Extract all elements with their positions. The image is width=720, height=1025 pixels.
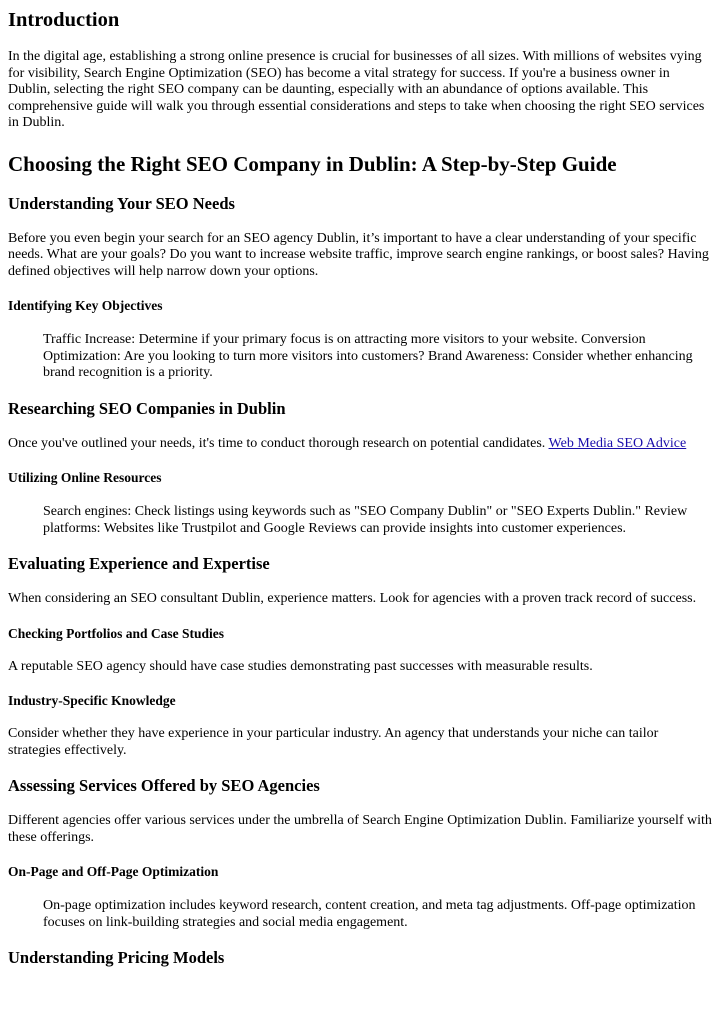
section-heading-research: Researching SEO Companies in Dublin bbox=[8, 398, 286, 418]
section-paragraph-needs: Before you even begin your search for an SEO agency Dublin, it’s important to have a clear understanding of your specific needs. What are your goals? Do you want to increase website traffic, improve search engine rankings, or boost sales? Having defined objectives will help narrow down your options. bbox=[8, 230, 709, 279]
article bbox=[0, 8, 720, 968]
intro-heading: Introduction bbox=[8, 9, 120, 31]
research-text: Once you've outlined your needs, it's time to conduct thorough research on potential candidates. bbox=[8, 435, 546, 451]
page-title: Choosing the Right SEO Company in Dublin: A Step-by-Step Guide bbox=[8, 151, 617, 176]
intro-paragraph: In the digital age, establishing a strong online presence is crucial for businesses of all sizes. With millions of websites vying for visibility, Search Engine Optimization (SEO) has become a vital strategy for success. If you're a business owner in Dublin, selecting the right SEO company can be daunting, especially with an abundance of options available. This comprehensive guide will walk you through essential considerations and steps to take when choosing the right SEO services in Dublin. bbox=[8, 49, 705, 130]
section-heading-experience: Evaluating Experience and Expertise bbox=[8, 554, 270, 573]
section-heading-services: Assessing Services Offered by SEO Agencies bbox=[8, 776, 320, 795]
subheading-online-resources: Utilizing Online Resources bbox=[8, 470, 162, 485]
web-media-seo-advice-link[interactable]: Web Media SEO Advice bbox=[548, 435, 687, 451]
subheading-portfolios: Checking Portfolios and Case Studies bbox=[8, 625, 225, 641]
paragraph-portfolios: A reputable SEO agency should have case studies demonstrating past successes with measurable results. bbox=[8, 658, 593, 674]
section-heading-needs: Understanding Your SEO Needs bbox=[8, 193, 235, 213]
section-heading-pricing: Understanding Pricing Models bbox=[8, 948, 225, 967]
section-paragraph-services: Different agencies offer various services under the umbrella of Search Engine Optimization Dublin. Familiarize yourself with these offerings. bbox=[8, 813, 712, 845]
blockquote-online-resources: Search engines: Check listings using keywords such as "SEO Company Dublin" or "SEO Experts Dublin." Review platforms: Websites like Trustpilot and Google Reviews can provide insights into customer experiences. bbox=[43, 504, 688, 536]
section-paragraph-experience: When considering an SEO consultant Dublin, experience matters. Look for agencies with a proven track record of success. bbox=[8, 591, 697, 606]
subheading-key-objectives: Identifying Key Objectives bbox=[8, 298, 163, 313]
subheading-on-off-page: On-Page and Off-Page Optimization bbox=[8, 864, 219, 879]
blockquote-on-off-page: On-page optimization includes keyword research, content creation, and meta tag adjustments. Off-page optimization focuses on link-building strategies and social media engagement. bbox=[43, 898, 696, 930]
section-paragraph-research bbox=[8, 436, 712, 453]
subheading-industry-knowledge: Industry-Specific Knowledge bbox=[8, 693, 176, 708]
blockquote-key-objectives: Traffic Increase: Determine if your primary focus is on attracting more visitors to your website. Conversion Optimization: Are you looking to turn more visitors into customers? Brand Awareness: Consider whether enhancing brand recognition is a priority. bbox=[43, 332, 693, 380]
paragraph-industry-knowledge: Consider whether they have experience in your particular industry. An agency that understands your niche can tailor strategies effectively. bbox=[8, 726, 659, 758]
